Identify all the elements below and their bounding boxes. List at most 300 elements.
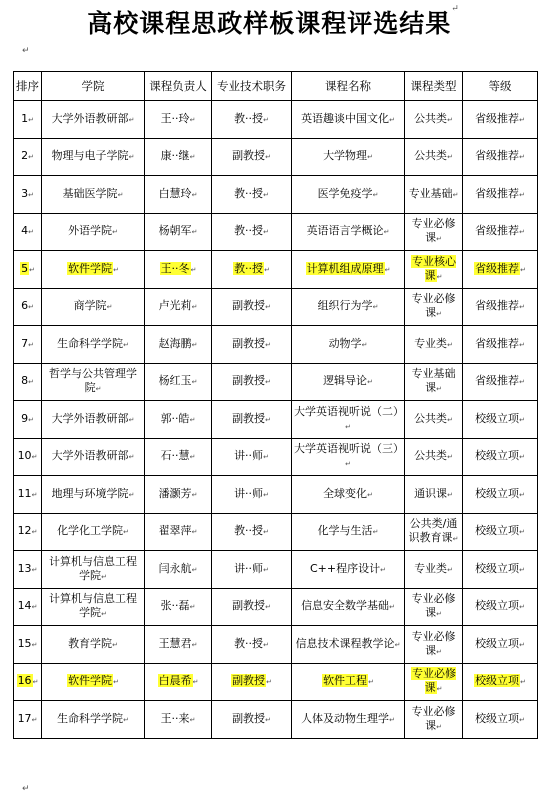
cell-text: 专业必修课 (411, 629, 456, 657)
cell-text: 王··冬 (160, 261, 190, 275)
paragraph-mark-icon: ↵ (31, 715, 38, 724)
cell-title (212, 176, 292, 214)
cell-text: 省级推荐 (475, 224, 520, 238)
paragraph-mark-icon: ↵ (28, 115, 34, 124)
paragraph-mark-icon: ↵ (452, 535, 459, 544)
table-row (14, 626, 538, 664)
cell-type (405, 476, 463, 514)
cell-text: 副教授 (232, 711, 266, 725)
paragraph-mark-icon: ↵ (519, 715, 525, 724)
cell-text: 专业基础课 (411, 367, 456, 395)
cell-text: 杨朝军 (158, 224, 192, 238)
cell-text: 教··授 (234, 524, 264, 538)
cell-level (463, 401, 538, 439)
cell-text: 教··授 (234, 224, 264, 238)
paragraph-mark-icon: ↵ (31, 453, 38, 462)
paragraph-mark-icon: ↵ (191, 528, 198, 537)
paragraph-mark-icon: ↵ (28, 340, 34, 349)
cell-text: 校级立项 (475, 449, 520, 463)
paragraph-mark-icon: ↵ (447, 453, 453, 462)
paragraph-mark-icon: ↵ (519, 453, 525, 462)
cell-leader (145, 326, 212, 364)
paragraph-mark-icon: ↵ (101, 572, 107, 581)
cell-title (212, 551, 292, 589)
cell-college (42, 363, 145, 401)
paragraph-mark-icon: ↵ (191, 490, 198, 499)
paragraph-mark-icon: ↵ (447, 490, 453, 499)
cell-course (292, 363, 405, 401)
paragraph-mark-icon: ↵ (128, 115, 135, 124)
paragraph-mark-icon: ↵ (372, 303, 379, 312)
cell-text: 12 (17, 524, 32, 538)
paragraph-mark-icon: ↵ (189, 453, 196, 462)
paragraph-mark-icon: ↵ (367, 153, 373, 162)
header-cell: 排序 (14, 72, 42, 101)
cell-college (42, 438, 145, 476)
cell-text: 10 (17, 449, 32, 463)
cell-title (212, 663, 292, 701)
paragraph-mark-icon: ↵ (519, 228, 525, 237)
header-cell: 课程类型 (405, 72, 463, 101)
paragraph-mark-icon: ↵ (436, 310, 442, 319)
cell-text: 公共类 (414, 111, 448, 125)
cell-text: 专业基础 (408, 186, 453, 200)
cell-text: 教··授 (234, 636, 264, 650)
cell-college (42, 213, 145, 251)
paragraph-mark-icon: ↵ (436, 272, 443, 281)
cell-title (212, 438, 292, 476)
cell-no (14, 551, 42, 589)
cell-text: 副教授 (232, 374, 266, 388)
cell-text: 商学院 (73, 299, 107, 313)
cell-leader (145, 288, 212, 326)
paragraph-mark-icon: ↵ (123, 528, 129, 537)
cell-course (292, 251, 405, 289)
cell-text: 基础医学院 (62, 186, 118, 200)
cell-text: 人体及动物生理学 (301, 711, 390, 725)
paragraph-mark-icon: ↵ (436, 610, 442, 619)
cell-no (14, 363, 42, 401)
cell-text: 4 (21, 224, 29, 238)
paragraph-mark-icon: ↵ (189, 153, 196, 162)
cell-text: 卢光莉 (158, 299, 192, 313)
cell-text: 省级推荐 (475, 149, 520, 163)
paragraph-mark-icon: ↵ (263, 640, 269, 649)
cell-type (405, 176, 463, 214)
cell-text: 逻辑导论 (323, 374, 368, 388)
cell-text: 专业类 (414, 336, 448, 350)
cell-level (463, 101, 538, 139)
cell-text: 3 (21, 186, 29, 200)
cell-text: 副教授 (232, 149, 266, 163)
paragraph-mark-icon: ↵ (263, 490, 269, 499)
paragraph-mark-icon: ↵ (265, 415, 271, 424)
cell-text: 8 (21, 374, 29, 388)
cell-no (14, 326, 42, 364)
paragraph-mark-icon: ↵ (191, 303, 198, 312)
paragraph-mark-icon: ↵ (265, 340, 271, 349)
cell-text: 全球变化 (323, 486, 368, 500)
cell-level (463, 213, 538, 251)
cell-course (292, 101, 405, 139)
cell-text: 省级推荐 (475, 261, 520, 275)
cell-text: 专业必修课 (411, 292, 456, 320)
cell-no (14, 288, 42, 326)
cell-text: 王慧君 (158, 636, 192, 650)
cell-text: 11 (17, 486, 32, 500)
paragraph-mark-icon: ↵ (389, 715, 395, 724)
cell-text: 大学英语视听说（三） (294, 442, 404, 456)
paragraph-mark-icon: ↵ (189, 415, 196, 424)
cell-text: 地理与环境学院 (51, 486, 129, 500)
cell-course (292, 626, 405, 664)
paragraph-mark-icon: ↵ (383, 228, 390, 237)
paragraph-mark-icon: ↵ (266, 678, 272, 687)
cell-level (463, 588, 538, 626)
paragraph-mark-icon: ↵ (520, 678, 526, 687)
paragraph-mark-icon: ↵ (519, 528, 525, 537)
cell-leader (145, 251, 212, 289)
cell-text: 专业必修课 (411, 704, 456, 732)
cell-text: 软件工程 (323, 674, 368, 688)
cell-text: 闫永航 (158, 561, 192, 575)
cell-course (292, 588, 405, 626)
cell-text: C++程序设计 (310, 561, 381, 575)
paragraph-mark-icon: ↵ (519, 340, 525, 349)
cell-level (463, 363, 538, 401)
cell-type (405, 588, 463, 626)
cell-text: 组织行为学 (317, 299, 373, 313)
header-cell: 等级 (463, 72, 538, 101)
paragraph-mark-icon: ↵ (436, 385, 442, 394)
cell-text: 专业必修课 (411, 592, 456, 620)
paragraph-mark-icon: ↵ (367, 490, 373, 499)
paragraph-mark-icon: ↵ (367, 378, 373, 387)
cell-text: 省级推荐 (475, 374, 520, 388)
cell-course (292, 326, 405, 364)
cell-text: 专业必修课 (411, 217, 456, 245)
cell-text: 14 (17, 599, 32, 613)
cell-college (42, 551, 145, 589)
cell-level (463, 288, 538, 326)
paragraph-mark-icon: ↵ (22, 46, 30, 56)
header-cell: 专业技术职务 (212, 72, 292, 101)
cell-text: 杨红玉 (158, 374, 192, 388)
cell-course (292, 551, 405, 589)
cell-course (292, 401, 405, 439)
paragraph-mark-icon: ↵ (123, 340, 129, 349)
paragraph-mark-icon: ↵ (189, 115, 196, 124)
cell-leader (145, 213, 212, 251)
cell-title (212, 363, 292, 401)
cell-leader (145, 438, 212, 476)
cell-leader (145, 626, 212, 664)
cell-text: 计算机组成原理 (306, 261, 384, 275)
paragraph-mark-icon: ↵ (265, 715, 271, 724)
paragraph-mark-icon: ↵ (372, 190, 379, 199)
cell-text: 17 (17, 711, 32, 725)
table-row (14, 101, 538, 139)
cell-text: 专业类 (414, 561, 448, 575)
cell-text: 医学免疫学 (317, 186, 373, 200)
cell-type (405, 288, 463, 326)
cell-leader (145, 476, 212, 514)
cell-text: 6 (21, 299, 29, 313)
cell-college (42, 476, 145, 514)
cell-text: 5 (21, 261, 29, 275)
cell-text: 校级立项 (475, 561, 520, 575)
paragraph-mark-icon: ↵ (190, 265, 197, 274)
cell-course (292, 176, 405, 214)
table-row (14, 663, 538, 701)
cell-college (42, 138, 145, 176)
paragraph-mark-icon: ↵ (519, 415, 525, 424)
cell-no (14, 476, 42, 514)
cell-title (212, 701, 292, 739)
cell-level (463, 476, 538, 514)
cell-course (292, 288, 405, 326)
paragraph-mark-icon: ↵ (263, 228, 269, 237)
cell-text: 2 (21, 149, 29, 163)
paragraph-mark-icon: ↵ (265, 378, 271, 387)
cell-level (463, 513, 538, 551)
cell-text: 校级立项 (475, 411, 520, 425)
cell-leader (145, 551, 212, 589)
cell-text: 省级推荐 (475, 111, 520, 125)
cell-text: 讲··师 (234, 449, 264, 463)
cell-text: 白晨希 (158, 674, 192, 688)
table-row (14, 476, 538, 514)
paragraph-mark-icon: ↵ (31, 640, 38, 649)
paragraph-mark-icon: ↵ (28, 415, 34, 424)
paragraph-mark-icon: ↵ (191, 565, 198, 574)
cell-text: 通识课 (414, 486, 448, 500)
paragraph-mark-icon: ↵ (31, 565, 38, 574)
paragraph-mark-icon: ↵ (263, 190, 269, 199)
paragraph-mark-icon: ↵ (191, 190, 198, 199)
paragraph-mark-icon: ↵ (447, 565, 453, 574)
table-row (14, 326, 538, 364)
paragraph-mark-icon: ↵ (394, 640, 401, 649)
cell-leader (145, 363, 212, 401)
cell-leader (145, 101, 212, 139)
cell-type (405, 438, 463, 476)
paragraph-mark-icon: ↵ (345, 422, 351, 431)
cell-text: 讲··师 (234, 561, 264, 575)
header-cell: 学院 (42, 72, 145, 101)
cell-text: 英语语言学概论 (306, 224, 384, 238)
cell-text: 翟翠萍 (158, 524, 192, 538)
cell-text: 生命科学学院 (57, 336, 124, 350)
cell-type (405, 138, 463, 176)
cell-college (42, 513, 145, 551)
cell-type (405, 513, 463, 551)
paragraph-mark-icon: ↵ (263, 528, 269, 537)
table-row (14, 176, 538, 214)
paragraph-mark-icon: ↵ (117, 190, 124, 199)
paragraph-mark-icon: ↵ (123, 715, 129, 724)
cell-title (212, 288, 292, 326)
paragraph-mark-icon: ↵ (191, 228, 198, 237)
cell-text: 化学化工学院 (57, 524, 124, 538)
cell-text: 教··授 (234, 261, 264, 275)
cell-type (405, 251, 463, 289)
cell-text: 大学物理 (323, 149, 368, 163)
paragraph-mark-icon: ↵ (28, 190, 34, 199)
cell-text: 15 (17, 636, 32, 650)
cell-text: 校级立项 (475, 674, 520, 688)
cell-level (463, 551, 538, 589)
cell-title (212, 213, 292, 251)
cell-text: 副教授 (232, 336, 266, 350)
cell-college (42, 663, 145, 701)
table-row (14, 588, 538, 626)
cell-text: 公共类 (414, 149, 448, 163)
paragraph-mark-icon: ↵ (265, 303, 271, 312)
cell-text: 大学外语教研部 (51, 111, 129, 125)
paragraph-mark-icon: ↵ (519, 153, 525, 162)
cell-type (405, 551, 463, 589)
paragraph-mark-icon: ↵ (451, 4, 460, 14)
paragraph-mark-icon: ↵ (389, 115, 395, 124)
cell-text: 张··磊 (160, 599, 190, 613)
cell-course (292, 513, 405, 551)
cell-leader (145, 176, 212, 214)
paragraph-mark-icon: ↵ (101, 610, 107, 619)
cell-no (14, 176, 42, 214)
paragraph-mark-icon: ↵ (128, 153, 135, 162)
paragraph-mark-icon: ↵ (361, 340, 368, 349)
cell-text: 公共类/通识教育课 (408, 517, 458, 545)
cell-college (42, 251, 145, 289)
cell-title (212, 138, 292, 176)
cell-text: 信息安全数学基础 (301, 599, 390, 613)
cell-text: 郭··皓 (160, 411, 190, 425)
cell-text: 副教授 (232, 299, 266, 313)
cell-text: 软件学院 (68, 674, 113, 688)
cell-leader (145, 701, 212, 739)
cell-text: 16 (17, 674, 32, 688)
table-row (14, 138, 538, 176)
paragraph-mark-icon: ↵ (128, 490, 135, 499)
cell-text: 教育学院 (68, 636, 113, 650)
paragraph-mark-icon: ↵ (452, 190, 459, 199)
cell-text: 潘灏芳 (158, 486, 192, 500)
cell-text: 7 (21, 336, 29, 350)
paragraph-mark-icon: ↵ (389, 603, 395, 612)
header-cell: 课程名称 (292, 72, 405, 101)
paragraph-mark-icon: ↵ (106, 303, 113, 312)
paragraph-mark-icon: ↵ (265, 153, 271, 162)
paragraph-mark-icon: ↵ (520, 265, 526, 274)
cell-title (212, 588, 292, 626)
table-row (14, 288, 538, 326)
cell-college (42, 288, 145, 326)
cell-text: 教··授 (234, 186, 264, 200)
paragraph-mark-icon: ↵ (345, 460, 351, 469)
cell-college (42, 588, 145, 626)
paragraph-mark-icon: ↵ (263, 115, 269, 124)
paragraph-mark-icon: ↵ (28, 153, 34, 162)
paragraph-mark-icon: ↵ (28, 303, 34, 312)
cell-text: 白慧玲 (158, 186, 192, 200)
cell-text: 校级立项 (475, 636, 520, 650)
paragraph-mark-icon: ↵ (191, 340, 198, 349)
cell-text: 动物学 (328, 336, 362, 350)
cell-text: 教··授 (234, 111, 264, 125)
cell-title (212, 476, 292, 514)
paragraph-mark-icon: ↵ (380, 565, 386, 574)
cell-text: 省级推荐 (475, 299, 520, 313)
page-title (0, 4, 547, 40)
cell-text: 校级立项 (475, 486, 520, 500)
paragraph-mark-icon: ↵ (265, 603, 271, 612)
paragraph-mark-icon: ↵ (31, 528, 38, 537)
paragraph-mark-icon: ↵ (519, 603, 525, 612)
cell-course (292, 138, 405, 176)
cell-text: 英语趣谈中国文化 (301, 111, 390, 125)
cell-text: 13 (17, 561, 32, 575)
cell-text: 校级立项 (475, 711, 520, 725)
cell-text: 副教授 (232, 674, 266, 688)
cell-text: 专业必修课 (412, 667, 456, 695)
cell-level (463, 251, 538, 289)
cell-no (14, 251, 42, 289)
cell-type (405, 213, 463, 251)
paragraph-mark-icon: ↵ (112, 640, 118, 649)
cell-college (42, 701, 145, 739)
paragraph-mark-icon: ↵ (112, 228, 118, 237)
cell-college (42, 626, 145, 664)
cell-college (42, 176, 145, 214)
paragraph-mark-icon: ↵ (263, 565, 269, 574)
cell-text: 公共类 (414, 449, 448, 463)
paragraph-mark-icon: ↵ (264, 265, 270, 274)
results-table (13, 71, 538, 739)
cell-text: 赵海鹏 (158, 336, 192, 350)
paragraph-mark-icon: ↵ (519, 115, 525, 124)
paragraph-mark-icon: ↵ (436, 685, 443, 694)
cell-type (405, 701, 463, 739)
cell-no (14, 101, 42, 139)
paragraph-mark-icon: ↵ (189, 715, 196, 724)
table-row (14, 701, 538, 739)
table-row (14, 438, 538, 476)
cell-course (292, 438, 405, 476)
cell-type (405, 326, 463, 364)
cell-no (14, 213, 42, 251)
table-row (14, 251, 538, 289)
cell-leader (145, 588, 212, 626)
cell-college (42, 401, 145, 439)
paragraph-mark-icon: ↵ (368, 678, 374, 687)
paragraph-mark-icon: ↵ (31, 603, 38, 612)
paragraph-mark-icon: ↵ (32, 678, 39, 687)
cell-type (405, 401, 463, 439)
cell-level (463, 626, 538, 664)
cell-text: 康··继 (160, 149, 190, 163)
cell-leader (145, 138, 212, 176)
cell-text: 计算机与信息工程学院 (49, 554, 137, 582)
paragraph-mark-icon: ↵ (447, 415, 453, 424)
cell-no (14, 663, 42, 701)
paragraph-mark-icon: ↵ (95, 385, 102, 394)
cell-text: 王··来 (160, 711, 190, 725)
paragraph-mark-icon: ↵ (191, 378, 198, 387)
paragraph-mark-icon: ↵ (128, 453, 135, 462)
cell-level (463, 176, 538, 214)
paragraph-mark-icon: ↵ (447, 115, 453, 124)
